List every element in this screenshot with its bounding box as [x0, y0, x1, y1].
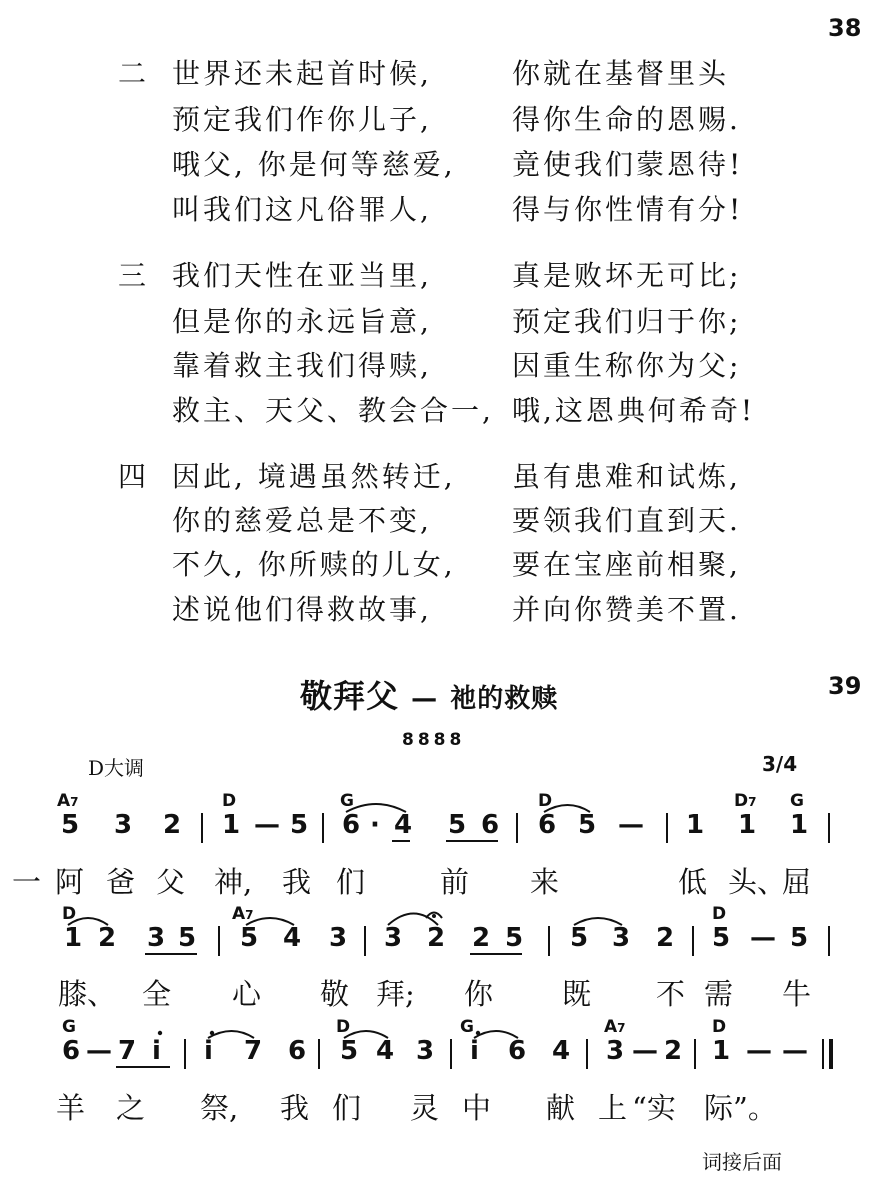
chord-symbol: G: [460, 1017, 474, 1037]
verse-line-right: 预定我们归于你;: [512, 305, 742, 338]
note: 3: [606, 1036, 625, 1066]
verse-line-right: 哦,这恩典何希奇!: [512, 394, 756, 427]
lyric-syllable: 羊: [56, 1091, 86, 1125]
lyric-syllable: 前: [440, 865, 470, 899]
lyric-syllable: 们: [336, 865, 366, 899]
stanza-number: 三: [118, 259, 147, 292]
note: —: [746, 1036, 772, 1066]
slur: [344, 1031, 388, 1038]
note: —: [86, 1036, 112, 1066]
time-signature: 3/4: [762, 752, 798, 776]
verse-line-left: 预定我们作你儿子,: [172, 103, 432, 136]
note: 2: [472, 923, 491, 953]
octave-dot: [158, 1031, 162, 1035]
lyric-syllable: 膝、: [58, 977, 117, 1011]
note: 1: [222, 810, 241, 840]
verse-line-left: 不久, 你所赎的儿女,: [172, 548, 456, 581]
lyric-syllable: 不: [656, 977, 686, 1011]
verse-line-right: 你就在基督里头: [512, 57, 730, 90]
lyric-syllable: 阿: [55, 865, 85, 899]
verse-line-right: 虽有患难和试炼,: [512, 460, 741, 493]
hymn-number-38: 38: [828, 14, 862, 42]
chord-symbol: D: [222, 791, 237, 811]
note: 3: [384, 923, 403, 953]
lyric-syllable: 上: [598, 1091, 628, 1125]
lyric-syllable: 屈: [782, 865, 812, 899]
verse-line-right: 得与你性情有分!: [512, 193, 744, 226]
note: —: [632, 1036, 658, 1066]
note: —: [618, 810, 644, 840]
note: —: [750, 923, 776, 953]
note: 3: [612, 923, 631, 953]
verse-line-left: 但是你的永远旨意,: [172, 305, 432, 338]
note: 1: [712, 1036, 731, 1066]
slur: [246, 918, 294, 925]
note: —: [782, 1036, 808, 1066]
note: 6: [342, 810, 361, 840]
verse-line-right: 竟使我们蒙恩待!: [512, 148, 744, 181]
lyric-syllable: 父: [156, 865, 186, 899]
lyric-syllable: “实: [632, 1091, 676, 1125]
lyric-syllable: 们: [332, 1091, 362, 1125]
chord-symbol: A7: [604, 1017, 626, 1037]
verse-line-left: 因此, 境遇虽然转迁,: [172, 460, 456, 493]
note: 7: [118, 1036, 137, 1066]
chord-symbol: A7: [232, 904, 254, 924]
hymn-subtitle: 祂的救赎: [450, 684, 559, 714]
lyric-syllable: 爸: [106, 865, 136, 899]
fermata-dot: [432, 914, 436, 918]
verse-line-right: 得你生命的恩赐.: [512, 103, 741, 136]
note: 1: [738, 810, 757, 840]
lyric-syllable: 灵: [410, 1091, 440, 1125]
chord-symbol: D: [712, 1017, 727, 1037]
hymn-number-39: 39: [828, 672, 862, 700]
note: ·: [370, 810, 380, 840]
note: 5: [61, 810, 80, 840]
chord-symbol: G: [340, 791, 354, 811]
verse-line-right: 因重生称你为父;: [512, 349, 742, 382]
slur: [68, 918, 108, 925]
note: 3: [416, 1036, 435, 1066]
lyric-syllable: 神,: [214, 865, 253, 899]
lyric-syllable: 中: [462, 1091, 492, 1125]
note: 5: [448, 810, 467, 840]
note: 4: [283, 923, 302, 953]
chord-symbol: D: [538, 791, 553, 811]
key-signature: D大调: [88, 756, 145, 780]
note: 5: [240, 923, 259, 953]
verse-line-right: 并向你赞美不置.: [512, 593, 741, 626]
chord-symbol: G: [62, 1017, 76, 1037]
lyric-syllable: 拜;: [376, 977, 415, 1011]
lyric-syllable: 牛: [782, 977, 812, 1011]
note: 5: [570, 923, 589, 953]
note: 2: [163, 810, 182, 840]
verse-line-left: 靠着救主我们得赎,: [172, 349, 432, 382]
chord-symbol: D: [62, 904, 77, 924]
lyric-syllable: 头、: [728, 865, 787, 899]
note: 4: [394, 810, 413, 840]
lyric-syllable: 献: [546, 1091, 576, 1125]
note: 5: [505, 923, 524, 953]
verse-line-left: 世界还未起首时候,: [172, 57, 432, 90]
verse-line-left: 述说他们得救故事,: [172, 593, 432, 626]
lyric-syllable: 你: [464, 977, 494, 1011]
note: 6: [538, 810, 557, 840]
lyric-syllable: 一: [12, 865, 42, 899]
note: i: [470, 1036, 479, 1066]
lyric-syllable: 之: [116, 1091, 146, 1125]
lyric-syllable: 我: [282, 865, 312, 899]
lyric-syllable: 际”。: [704, 1091, 777, 1125]
chord-symbol: G: [790, 791, 804, 811]
note: 6: [62, 1036, 81, 1066]
lyric-syllable: 敬: [320, 977, 350, 1011]
note: 2: [664, 1036, 683, 1066]
hymn-title-main: 敬拜父: [300, 677, 400, 715]
lyric-syllable: 全: [142, 977, 172, 1011]
title-dash: —: [411, 684, 439, 714]
note: 1: [686, 810, 705, 840]
verse-line-left: 我们天性在亚当里,: [172, 259, 432, 292]
slur: [346, 804, 406, 812]
verse-line-left: 救主、天父、教会合一,: [172, 394, 494, 427]
lyric-syllable: 我: [280, 1091, 310, 1125]
slur: [474, 1031, 518, 1038]
verse-line-left: 哦父, 你是何等慈爱,: [172, 148, 456, 181]
verse-line-left: 叫我们这凡俗罪人,: [172, 193, 432, 226]
note: 3: [147, 923, 166, 953]
note: 2: [427, 923, 446, 953]
note: 6: [288, 1036, 307, 1066]
note: i: [152, 1036, 161, 1066]
stanza-number: 二: [118, 57, 147, 90]
slur: [574, 918, 622, 925]
note: —: [254, 810, 280, 840]
octave-dot: [476, 1031, 480, 1035]
note: 3: [329, 923, 348, 953]
note: 1: [790, 810, 809, 840]
note: 5: [578, 810, 597, 840]
lyric-syllable: 心: [232, 977, 262, 1011]
note: 2: [656, 923, 675, 953]
slur: [208, 1031, 254, 1038]
note: 5: [712, 923, 731, 953]
note: 5: [290, 810, 309, 840]
note: 1: [64, 923, 83, 953]
lyric-syllable: 既: [562, 977, 592, 1011]
verse-line-right: 要在宝座前相聚,: [512, 548, 741, 581]
lyric-syllable: 需: [704, 977, 734, 1011]
note: 7: [244, 1036, 263, 1066]
note: 6: [508, 1036, 527, 1066]
chord-symbol: D: [336, 1017, 351, 1037]
note: 4: [552, 1036, 571, 1066]
note: 5: [340, 1036, 359, 1066]
note: 4: [376, 1036, 395, 1066]
stanza-number: 四: [118, 460, 147, 493]
verse-line-right: 要领我们直到天.: [512, 504, 741, 537]
lyric-syllable: 祭,: [200, 1091, 239, 1125]
note: 5: [178, 923, 197, 953]
chord-symbol: D7: [734, 791, 757, 811]
note: 2: [98, 923, 117, 953]
note: 6: [481, 810, 500, 840]
lyric-syllable: 来: [530, 865, 560, 899]
verse-line-right: 真是败坏无可比;: [512, 259, 742, 292]
meter: 8888: [402, 730, 466, 750]
note: i: [204, 1036, 213, 1066]
octave-dot: [210, 1031, 214, 1035]
note: 5: [790, 923, 809, 953]
chord-symbol: D: [712, 904, 727, 924]
footer-note: 词接后面: [702, 1150, 782, 1174]
lyric-syllable: 低: [678, 865, 708, 899]
slur: [544, 805, 590, 812]
chord-symbol: A7: [57, 791, 79, 811]
slur: [388, 914, 438, 926]
note: 3: [114, 810, 133, 840]
verse-line-left: 你的慈爱总是不变,: [172, 504, 432, 537]
